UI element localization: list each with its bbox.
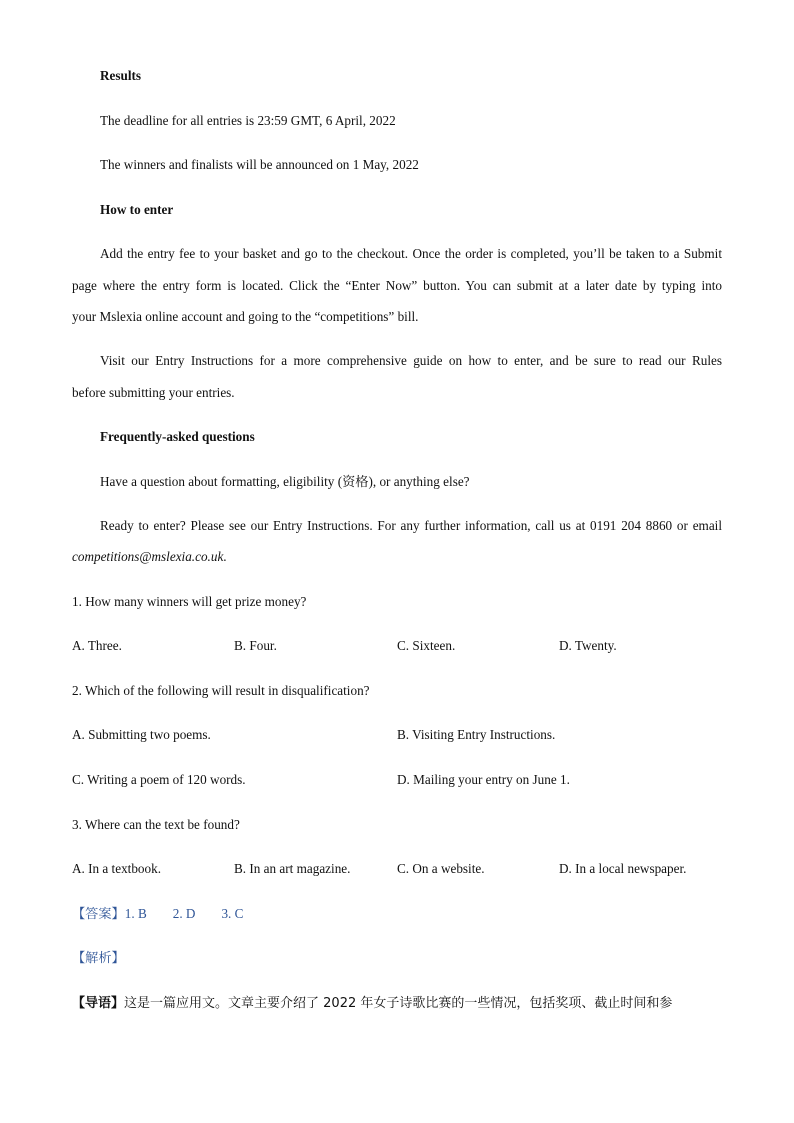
question-1-stem: 1. How many winners will get prize money? bbox=[72, 594, 307, 609]
faq-heading: Frequently-asked questions bbox=[100, 429, 255, 444]
intro-line bbox=[72, 994, 672, 1013]
answer-line bbox=[72, 905, 243, 924]
analysis-line bbox=[72, 949, 125, 968]
answer-item-1: 1. B bbox=[124, 906, 147, 921]
question-1-option-c: C. Sixteen. bbox=[397, 638, 456, 653]
how-to-enter-p1-line1: Add the entry fee to your basket and go to the checkout. Once the order is completed, you’ll be taken to a Submit bbox=[100, 246, 722, 261]
question-3-option-c: C. On a website. bbox=[397, 861, 485, 876]
question-1-option-a: A. Three. bbox=[72, 638, 122, 653]
how-to-enter-p2-line1: Visit our Entry Instructions for a more comprehensive guide on how to enter, and be sure to read our Rules bbox=[100, 353, 722, 368]
results-heading: Results bbox=[100, 68, 142, 83]
how-to-enter-p2-line2: before submitting your entries. bbox=[72, 385, 235, 400]
question-2-option-b: B. Visiting Entry Instructions. bbox=[397, 727, 556, 742]
question-3-option-a: A. In a textbook. bbox=[72, 861, 161, 876]
faq-question-text: Have a question about formatting, eligibility (资格), or anything else? bbox=[100, 474, 470, 489]
answer-item-2: 2. D bbox=[172, 906, 196, 921]
question-3-option-b: B. In an art magazine. bbox=[234, 861, 351, 876]
question-1-option-d: D. Twenty. bbox=[559, 638, 617, 653]
how-to-enter-p1-line3: your Mslexia online account and going to the “competitions” bill. bbox=[72, 309, 419, 324]
answer-label: 【答案】 bbox=[72, 907, 125, 922]
question-1-option-b: B. Four. bbox=[234, 638, 277, 653]
question-2-option-a: A. Submitting two poems. bbox=[72, 727, 211, 742]
intro-text: 这是一篇应用文。文章主要介绍了 2022 年女子诗歌比赛的一些情况，包括奖项、截止时间和参 bbox=[124, 996, 673, 1011]
question-2-option-d: D. Mailing your entry on June 1. bbox=[397, 772, 570, 787]
question-2-stem: 2. Which of the following will result in disqualification? bbox=[72, 683, 370, 698]
intro-label: 【导语】 bbox=[72, 996, 125, 1011]
faq-contact-line2 bbox=[72, 548, 227, 566]
deadline-text: The deadline for all entries is 23:59 GMT, 6 April, 2022 bbox=[100, 113, 396, 128]
answer-item-3: 3. C bbox=[221, 906, 244, 921]
contact-email-period: . bbox=[223, 549, 227, 564]
analysis-label: 【解析】 bbox=[72, 951, 125, 966]
contact-email: competitions@mslexia.co.uk bbox=[72, 549, 224, 564]
question-3-stem: 3. Where can the text be found? bbox=[72, 817, 240, 832]
question-3-option-d: D. In a local newspaper. bbox=[559, 861, 687, 876]
how-to-enter-heading: How to enter bbox=[100, 202, 174, 217]
faq-contact-line1: Ready to enter? Please see our Entry Instructions. For any further information, call us at 0191 204 8860 or email bbox=[100, 518, 722, 533]
how-to-enter-p1-line2: page where the entry form is located. Click the “Enter Now” button. You can submit at a later date by typing into bbox=[72, 278, 722, 293]
question-2-option-c: C. Writing a poem of 120 words. bbox=[72, 772, 246, 787]
announcement-text: The winners and finalists will be announced on 1 May, 2022 bbox=[100, 157, 419, 172]
